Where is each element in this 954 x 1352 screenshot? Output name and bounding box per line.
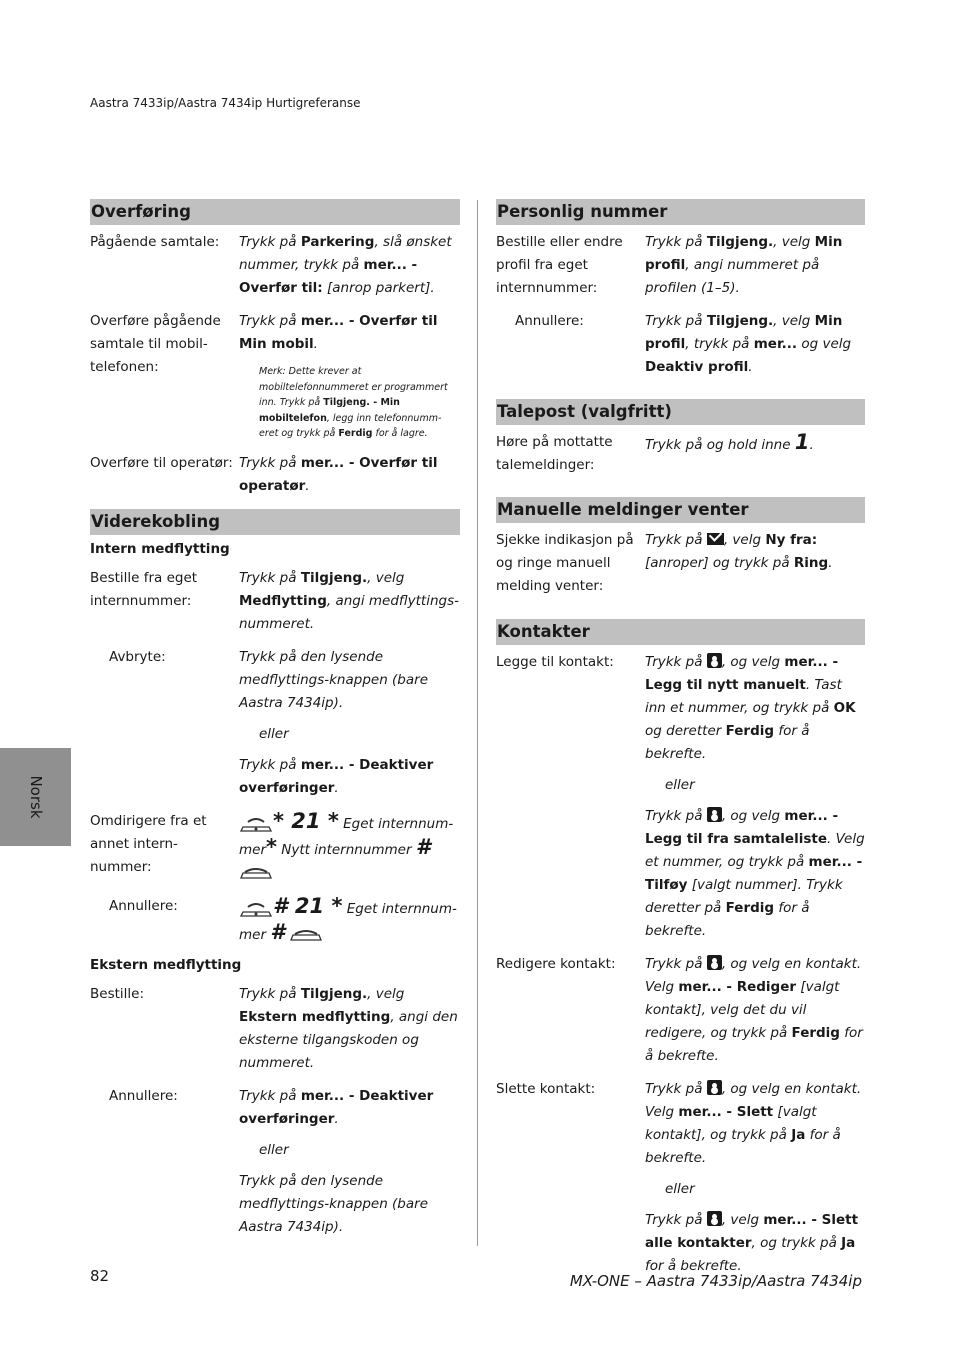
language-tab-label: Norsk xyxy=(27,775,45,819)
section-kontakter xyxy=(496,619,865,1288)
instruction-row xyxy=(90,983,460,1075)
instruction-row xyxy=(496,1078,865,1278)
section-overforing xyxy=(90,199,460,508)
row-label: Omdirigere fra et annet intern-nummer: xyxy=(90,813,207,875)
row-text: Trykk på Tilgjeng., velg Min profil, trykk på mer... og velg Deaktiv profil. xyxy=(645,313,852,375)
footer-title: MX-ONE – Aastra 7433ip/Aastra 7434ip xyxy=(569,1272,862,1290)
row-text: Trykk på Tilgjeng., velg Ekstern medflytting, angi den eksterne tilgangskoden og nummeret. xyxy=(239,986,458,1071)
row-label: Bestille fra eget internnummer: xyxy=(90,570,198,609)
or-separator: eller xyxy=(259,1142,289,1158)
section-title: Viderekobling xyxy=(90,509,460,535)
instruction-row xyxy=(90,895,460,947)
instruction-row xyxy=(90,567,460,636)
section-title: Talepost (valgfritt) xyxy=(496,399,865,425)
handset-onhook-icon xyxy=(239,865,273,881)
instruction-row xyxy=(496,431,865,477)
instruction-row xyxy=(90,646,460,800)
row-text: Trykk på den lysende medflyttings-knappen (bare Aastra 7434ip). eller Trykk på mer... - Deaktiver overføringer. xyxy=(239,646,460,800)
row-label: Bestille eller endre profil fra eget internnummer: xyxy=(496,234,623,296)
section-title: Manuelle meldinger venter xyxy=(496,497,865,523)
language-tab xyxy=(0,748,71,846)
row-label: Redigere kontakt: xyxy=(496,956,616,972)
instruction-row xyxy=(496,953,865,1068)
row-label: Bestille: xyxy=(90,986,144,1002)
section-talepost xyxy=(496,399,865,487)
instruction-row xyxy=(496,310,865,379)
contacts-icon xyxy=(707,653,722,668)
row-label: Pågående samtale: xyxy=(90,234,220,250)
key-1-icon: 1 xyxy=(794,430,810,454)
instruction-row xyxy=(90,452,460,498)
section-manuelle-meldinger xyxy=(496,497,865,608)
running-header: Aastra 7433ip/Aastra 7434ip Hurtigreferanse xyxy=(90,96,361,110)
note-text: Merk: Dette krever at mobiltelefonnummeret er programmert inn. Trykk på Tilgjeng. - Min mobiltelefon, legg inn telefonnumm-eret og trykk på Ferdig for å lagre. xyxy=(259,366,448,439)
page-number: 82 xyxy=(90,1267,110,1285)
row-label: Overføre til operatør: xyxy=(90,454,233,471)
row-text: Trykk på mer... - Overfør til operatør. xyxy=(239,454,438,494)
row-label: Overføre pågående samtale til mobil-telefonen: xyxy=(90,313,221,375)
section-title: Overføring xyxy=(90,199,460,225)
row-text: Trykk på , og velg mer... - Legg til nytt manuelt. Tast inn et nummer, og trykk på OK og deretter Ferdig for å bekrefte. eller Trykk på , og velg mer... - Legg til fra samtaleliste. Velg et nummer, og trykk på mer... - Tilføy [valgt nummer]. Trykk deretter på Ferdig for å bekrefte. xyxy=(645,654,865,939)
instruction-row xyxy=(496,231,865,300)
row-label: Sjekke indikasjon på og ringe manuell melding venter: xyxy=(496,532,634,594)
row-label: Annullere: xyxy=(515,313,584,329)
instruction-row xyxy=(496,529,865,598)
row-text: Trykk på og hold inne 1. xyxy=(645,430,814,454)
section-personlig-nummer xyxy=(496,199,865,389)
or-separator: eller xyxy=(665,1181,695,1197)
or-separator: eller xyxy=(665,777,695,793)
row-text: Trykk på , og velg en kontakt. Velg mer... - Slett [valgt kontakt], og trykk på Ja for å bekrefte. eller Trykk på , velg mer... - Slett alle kontakter, og trykk på Ja for å bekrefte. xyxy=(645,1078,865,1278)
row-text: Trykk på Parkering, slå ønsket nummer, trykk på mer... - Overfør til: [anrop parkert]. xyxy=(239,234,452,296)
row-label: Slette kontakt: xyxy=(496,1081,596,1097)
handset-offhook-icon xyxy=(239,900,273,918)
row-label: Høre på mottatte talemeldinger: xyxy=(496,434,613,473)
subsection-title: Ekstern medflytting xyxy=(90,957,242,973)
row-text: Trykk på , og velg en kontakt. Velg mer... - Rediger [valgt kontakt], velg det du vil redigere, og trykk på Ferdig for å bekrefte. xyxy=(645,956,863,1064)
contacts-icon xyxy=(707,1080,722,1095)
instruction-row xyxy=(90,310,460,442)
contacts-icon xyxy=(707,807,722,822)
row-label: Annullere: xyxy=(109,1088,178,1104)
row-text: # 21 * Eget internnum-mer # xyxy=(239,894,457,944)
instruction-row xyxy=(90,810,460,885)
contacts-icon xyxy=(707,1211,722,1226)
column-divider xyxy=(477,200,478,1246)
handset-onhook-icon xyxy=(289,927,323,943)
envelope-icon xyxy=(707,533,724,545)
row-text: Trykk på mer... - Overfør til Min mobil. Merk: Dette krever at mobiltelefonnummeret er programmert inn. Trykk på Tilgjeng. - Min mobiltelefon, legg inn telefonnumm-eret og trykk på Ferdig for å lagre. xyxy=(239,310,460,442)
contacts-icon xyxy=(707,955,722,970)
row-text: Trykk på Tilgjeng., velg Medflytting, angi medflyttings-nummeret. xyxy=(239,570,460,632)
handset-offhook-icon xyxy=(239,815,273,833)
row-text: * 21 * Eget internnum-mer* Nytt internnummer # xyxy=(239,810,460,885)
or-separator: eller xyxy=(259,726,289,742)
section-viderekobling xyxy=(90,509,460,1249)
row-text: Trykk på mer... - Deaktiver overføringer. eller Trykk på den lysende medflyttings-knappen (bare Aastra 7434ip). xyxy=(239,1085,460,1239)
row-label: Avbryte: xyxy=(109,649,166,665)
row-label: Legge til kontakt: xyxy=(496,654,614,670)
instruction-row xyxy=(90,231,460,300)
row-text: Trykk på , velg Ny fra: [anroper] og trykk på Ring. xyxy=(645,532,833,571)
section-title: Personlig nummer xyxy=(496,199,865,225)
row-text: Trykk på Tilgjeng., velg Min profil, angi nummeret på profilen (1–5). xyxy=(645,234,843,296)
row-label: Annullere: xyxy=(109,898,178,914)
instruction-row xyxy=(90,1085,460,1239)
section-title: Kontakter xyxy=(496,619,865,645)
instruction-row xyxy=(496,651,865,943)
subsection-title: Intern medflytting xyxy=(90,541,230,557)
